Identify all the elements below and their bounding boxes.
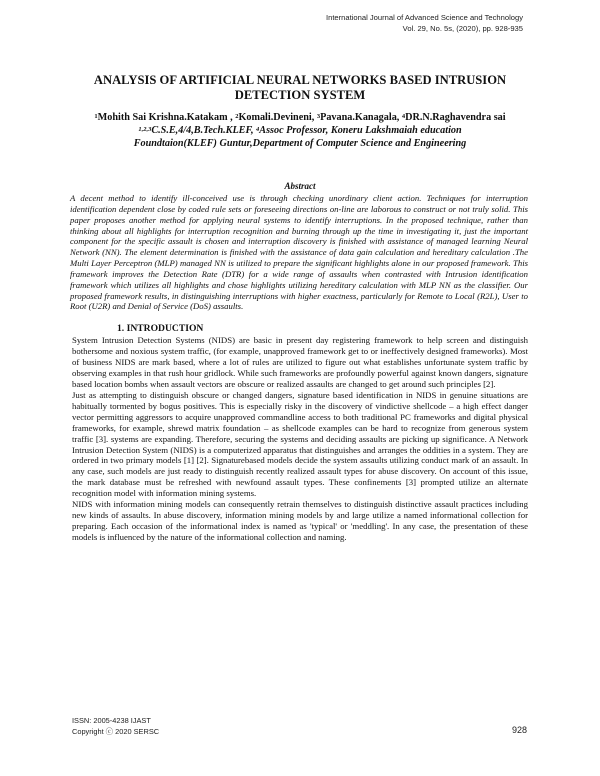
abstract-heading: Abstract — [284, 181, 316, 191]
introduction-body — [72, 335, 528, 543]
affiliation-line-2: Foundtaion(KLEF) Guntur,Department of Computer Science and Engineering — [133, 138, 467, 149]
paper-title-line-1: ANALYSIS OF ARTIFICIAL NEURAL NETWORKS BASED INTRUSION — [93, 73, 507, 87]
footer-info — [72, 715, 159, 737]
paper-title — [60, 73, 540, 103]
paper-title-line-2: DETECTION SYSTEM — [234, 88, 366, 102]
journal-header — [326, 13, 523, 34]
introduction-heading: 1. INTRODUCTION — [117, 323, 204, 334]
abstract-body: A decent method to identify ill-conceived use is through checking unordinary client action. Techniques for interruption identification dependent close by coded rule sets or foreseeing directions on-line are laborous to construct or not truly solid. This paper proposes another method for applying neural systems to identify interruptions. In the proposed technique, rather than thinking about all highlights for interruption recognition and burning through up the time in investigating it, just the important component for the specific assault is chosen and interruption discovery is finished with assistance of managed learning Neural Network (NN). The element determination is finished with the assistance of data gain calculation and hereditary calculation .The Multi Layer Perceptron (MLP) managed NN is utilized to prepare the significant highlights alone in our proposed framework. This framework improves the Detection Rate (DTR) for a wide range of assaults when contrasted with Intrusion identification framework which utilizes all highlights and chose highlights utilizing hereditary calculation with MLP NN as the classifier. Our proposed framework results, in distinguishing interruptions with higher exactness, particularly for Remote to Local (R2L), User to Root (U2R) and Denial of Service (DoS) assaults. — [70, 193, 528, 312]
author-4: DR.N.Raghavendra sai — [405, 112, 506, 123]
affiliation-marker-2: 4 — [256, 126, 260, 133]
paragraph-3: NIDS with information mining models can consequently retrain themselves to distinguish distinctive assault practices including new kinds of assaults. In abuse discovery, information mining models by and large utilize a named informational collection for preparing. Each occasion of the informational index is named as 'typical' or 'meddling'. In any case, the presentation of these models is influenced by the nature of the informational collection and naming. — [72, 499, 528, 543]
author-1-marker: 1 — [94, 113, 98, 120]
affiliation-marker-1: 1,2,3 — [138, 126, 152, 133]
affiliation-line-1 — [60, 124, 540, 137]
affiliation-text-1: C.S.E,4/4,B.Tech.KLEF, — [151, 125, 257, 136]
author-3: Pavana.Kanagala, — [320, 112, 402, 123]
journal-volume: Vol. 29, No. 5s, (2020), pp. 928-935 — [402, 23, 523, 33]
author-2-marker: 2 — [235, 113, 239, 120]
author-2: Komali.Devineni, — [238, 112, 317, 123]
paragraph-2: Just as attempting to distinguish obscure or changed dangers, signature based identification in NIDS in genuine situations are habitually tormented by bogus positives. This is especially risky in the discovery of vindictive shellcode – a high effect danger vector permitting aggressors to acquire unapproved commandline access to both traditional PC frameworks and digital physical frameworks, for example, shrewd matrix foundation – as shellcode examples can be hard to recognize from generous system traffic [3]. systems are expanding. Therefore, securing the systems and deciding assaults are picking up significance. A Network Intrusion Detection System (NIDS) is a computerized apparatus that distinguishes and arranges the oddities in a system. They are ordered in two primary models [1] [2]. Signaturebased models decide the system assaults utilizing conduct mark of an assault. In any case, such models are just ready to distinguish recently realized assault types for abuse discovery. On account of this issue, the mark database must be refreshed with newfound assault types. These confinements [3] prompted utilize an alternate recognition model with information mining systems. — [72, 389, 528, 499]
footer-copyright: Copyright ⓒ 2020 SERSC — [72, 727, 160, 736]
author-list — [60, 111, 540, 124]
author-1: Mohith Sai Krishna.Katakam , — [97, 112, 236, 123]
affiliation-text-2: Assoc Professor, Koneru Lakshmaiah education — [259, 125, 462, 136]
author-3-marker: 3 — [316, 113, 321, 120]
paragraph-1: System Intrusion Detection Systems (NIDS) are basic in present day registering framework to help screen and distinguish bothersome and noxious system traffic, (for example, unapproved framework get to or ineffectively designed frameworks). Most of business NIDS are mark based, where a lot of rules are utilized to figure out what establishes unfortunate system traffic by observing examples in that rush hour gridlock. While such frameworks are profoundly powerful against known dangers, signature based location bombs when assault vectors are obscure or realized assaults are changed to get around such principles [2]. — [72, 335, 528, 389]
page-number: 928 — [511, 725, 527, 735]
affiliation — [60, 124, 540, 150]
journal-name: International Journal of Advanced Science and Technology — [325, 13, 523, 22]
author-4-marker: 4 — [401, 113, 406, 120]
footer-issn: ISSN: 2005-4238 IJAST — [72, 716, 151, 725]
